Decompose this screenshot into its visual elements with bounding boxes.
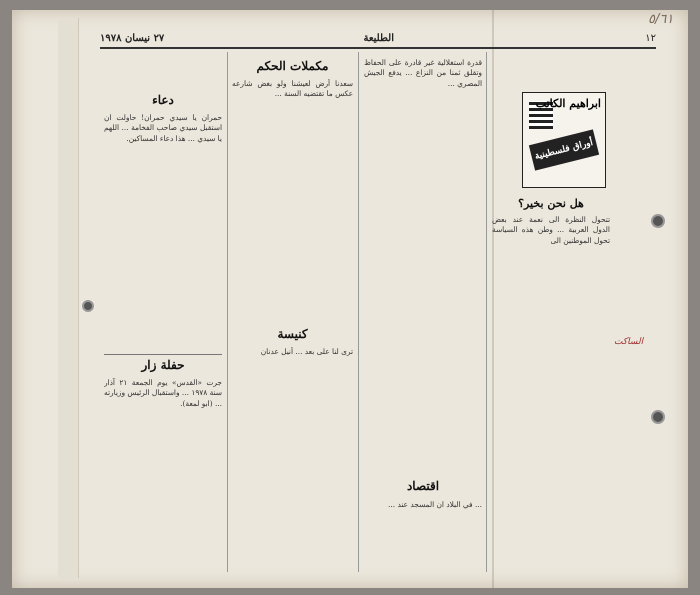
doaa-title: دعاء — [152, 93, 174, 107]
mukammilat-title: مكملات الحكم — [256, 59, 329, 73]
page-header — [100, 33, 656, 49]
column-divider — [227, 52, 228, 572]
punch-hole-top — [651, 214, 665, 228]
column-divider — [358, 52, 359, 572]
logo-series: أوراق فلسطينية — [529, 129, 599, 170]
hal-nahnu-body: تتحول النظرة الى نعمة عند بعض الدول العربية ... وطن هذه السياسة تحول الموطنين الى — [492, 215, 610, 245]
issue-date: ٢٧ نيسان ١٩٧٨ — [100, 33, 165, 44]
hal-nahnu-title: هل نحن بخير؟ — [518, 197, 584, 210]
kanisa-body: ترى لنا على بعد ... أنيل عدنان — [260, 347, 353, 356]
mukammilat-body: سعدنا أرض لعيشنا ولو بغض شارعه عكس ما تقتضيه السنة ... — [232, 79, 353, 99]
logo-author: ابراهيم الكاتب — [535, 97, 601, 110]
hafla-body: جرت «القدس» يوم الجمعة ٢١ آذار سنة ١٩٧٨ ... واستقبال الرئيس وزيارته ... (ابو لمعة). — [104, 378, 222, 408]
kanisa-title: كنيسة — [277, 327, 308, 341]
hafla-title: حفلة زار — [141, 358, 185, 372]
iqtisad-body: ... في البلاد ان المسجد عند ... — [388, 500, 482, 509]
punch-hole-left — [82, 300, 94, 312]
doaa-body: حمران يا سيدي حمران! حاولت ان استقبل سيدي صاحب الفخامة ... اللهم يا سيدي ... هذا دعاء المساكين. — [104, 113, 222, 143]
section-rule — [104, 354, 222, 355]
punch-hole-bottom — [651, 410, 665, 424]
margin-note: الساكت — [614, 337, 644, 347]
column-logo — [522, 92, 606, 188]
middle-column-body: قدرة استغلالية غير قادرة على الحفاظ وتقلق ثمنا من النزاع ... يدفع الجيش المصري ... — [364, 58, 482, 88]
newspaper-title: الطليعة — [363, 33, 394, 44]
page-number: ١٢ — [645, 33, 656, 44]
binding-strip — [58, 18, 79, 578]
iqtisad-title: اقتصاد — [406, 479, 440, 493]
hand-note: ٥/٦١ — [648, 12, 674, 27]
column-divider — [486, 52, 487, 572]
